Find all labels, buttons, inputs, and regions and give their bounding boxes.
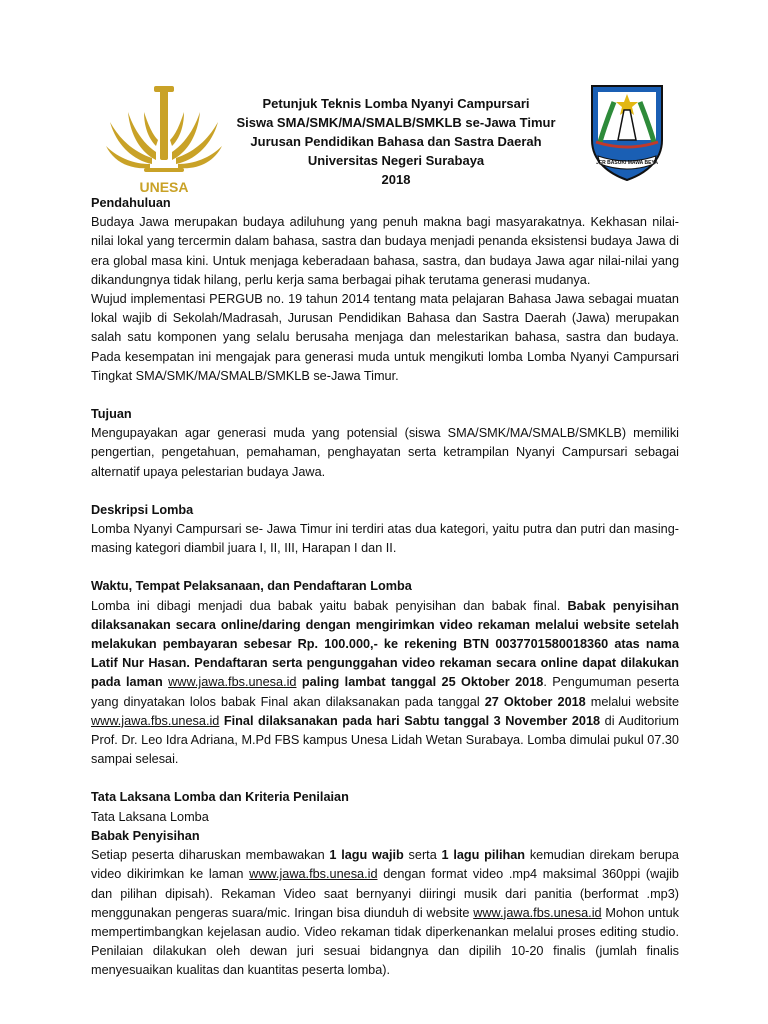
- registration-deadline: 25 Oktober 2018: [441, 675, 544, 690]
- website-link[interactable]: www.jawa.fbs.unesa.id: [168, 675, 297, 690]
- unesa-logo-text: UNESA: [139, 179, 189, 195]
- header-university: Universitas Negeri Surabaya: [307, 153, 485, 168]
- jawa-timur-emblem: [588, 82, 666, 182]
- pendahuluan-paragraph-2: Wujud implementasi PERGUB no. 19 tahun 2014 tentang mata pelajaran Bahasa Jawa sebagai muatan lokal wajib di Sekolah/Madrasah, Jurusan Pendidikan Bahasa dan Sastra Daerah (Jawa) merupakan salah satu komponen yang selalu berusaha menjaga dan melestarikan bahasa, sastra dan budaya. Pada kesempatan ini mengajak para generasi muda untuk mengikuti lomba Lomba Nyanyi Campursari Tingkat SMA/SMK/MA/SMALB/SMKLB se-Jawa Timur.: [91, 292, 679, 383]
- section-heading-pendahuluan: Pendahuluan: [91, 196, 171, 210]
- website-link[interactable]: www.jawa.fbs.unesa.id: [473, 905, 602, 920]
- website-link[interactable]: www.jawa.fbs.unesa.id: [249, 867, 378, 882]
- final-date: 3 November 2018: [493, 713, 601, 728]
- section-heading-waktu: Waktu, Tempat Pelaksanaan, dan Pendaftaran Lomba: [91, 579, 412, 594]
- subheading-tata-laksana: Tata Laksana Lomba: [91, 809, 209, 824]
- pendahuluan-paragraph-1: Budaya Jawa merupakan budaya adiluhung yang penuh makna bagi masyarakatnya. Kekhasan nilai-nilai lokal yang tercermin dalam bahasa, sastra dan budaya menjadi penanda eksistensi budaya Jawa di era global masa kini. Untuk menjaga keberadaan bahasa, sastra, dan budaya Jawa agar nilai-nilai yang dikandungnya tidak hilang, perlu kerja sama berbagai pihak terutama generasi mudanya.: [91, 215, 679, 287]
- section-heading-tata-laksana: Tata Laksana Lomba dan Kriteria Penilaian: [91, 790, 349, 805]
- section-heading-tujuan: Tujuan: [91, 407, 132, 422]
- website-link[interactable]: www.jawa.fbs.unesa.id: [91, 713, 220, 728]
- bank-account-number: BTN 0037701580018360: [463, 637, 609, 652]
- document-header: [230, 94, 562, 189]
- jatim-motto: JER BASUKI MAWA BEYA: [596, 160, 658, 166]
- header-department: Jurusan Pendidikan Bahasa dan Sastra Daerah: [250, 134, 542, 149]
- waktu-paragraph: Lomba ini dibagi menjadi dua babak yaitu babak penyisihan dan babak final. Babak penyisihan dilaksanakan secara online/daring dengan mengirimkan video rekaman melalui website setelah melakukan pembayaran sebesar Rp. 100.000,- ke rekening BTN 0037701580018360 atas nama Latif Nur Hasan. Pendaftaran serta pengunggahan video rekaman secara online dapat dilakukan pada laman www.jawa.fbs.unesa.id paling lambat tanggal 25 Oktober 2018. Pengumuman peserta yang dinyatakan lolos babak Final akan dilaksanakan pada tanggal 27 Oktober 2018 melalui website www.jawa.fbs.unesa.id Final dilaksanakan pada hari Sabtu tanggal 3 November 2018 di Auditorium Prof. Dr. Leo Idra Adriana, M.Pd FBS kampus Unesa Lidah Wetan Surabaya. Lomba dimulai pukul 07.30 sampai selesai.: [91, 598, 679, 767]
- section-heading-deskripsi: Deskripsi Lomba: [91, 502, 194, 517]
- header-title: Petunjuk Teknis Lomba Nyanyi Campursari: [262, 96, 530, 111]
- document-body: [91, 194, 679, 981]
- subheading-babak-penyisihan: Babak Penyisihan: [91, 828, 200, 843]
- announcement-date: 27 Oktober 2018: [484, 694, 586, 709]
- deskripsi-paragraph: Lomba Nyanyi Campursari se- Jawa Timur ini terdiri atas dua kategori, yaitu putra dan putri dan masing-masing kategori diambil juara I, II, III, Harapan I dan II.: [91, 522, 679, 556]
- babak-penyisihan-paragraph: Setiap peserta diharuskan membawakan 1 lagu wajib serta 1 lagu pilihan kemudian direkam berupa video dikirimkan ke laman www.jawa.fbs.unesa.id dengan format video .mp4 maksimal 360ppi (wajib dan pilihan dipisah). Rekaman Video saat bernyanyi diiringi musik dari panitia (berformat .mp3) menggunakan pengeras suara/mic. Iringan bisa diunduh di website www.jawa.fbs.unesa.id Mohon untuk mempertimbangkan kejelasan audio. Video rekaman tidak diperkenankan melalui proses editing studio. Penilaian dilakukan oleh dewan juri sesuai bidangnya dan dipilih 10-20 finalis (jumlah finalis menyesuaikan kualitas dan kuantitas peserta lomba).: [91, 848, 679, 978]
- unesa-logo: [104, 82, 224, 200]
- header-year: 2018: [381, 172, 411, 187]
- header-subtitle: Siswa SMA/SMK/MA/SMALB/SMKLB se-Jawa Timur: [236, 115, 556, 130]
- tujuan-paragraph: Mengupayakan agar generasi muda yang potensial (siswa SMA/SMK/MA/SMALB/SMKLB) memiliki pengertian, pengetahuan, pemahaman, penghayatan serta ketrampilan Nyanyi Campursari sebagai alternatif upaya pelestarian budaya Jawa.: [91, 426, 679, 479]
